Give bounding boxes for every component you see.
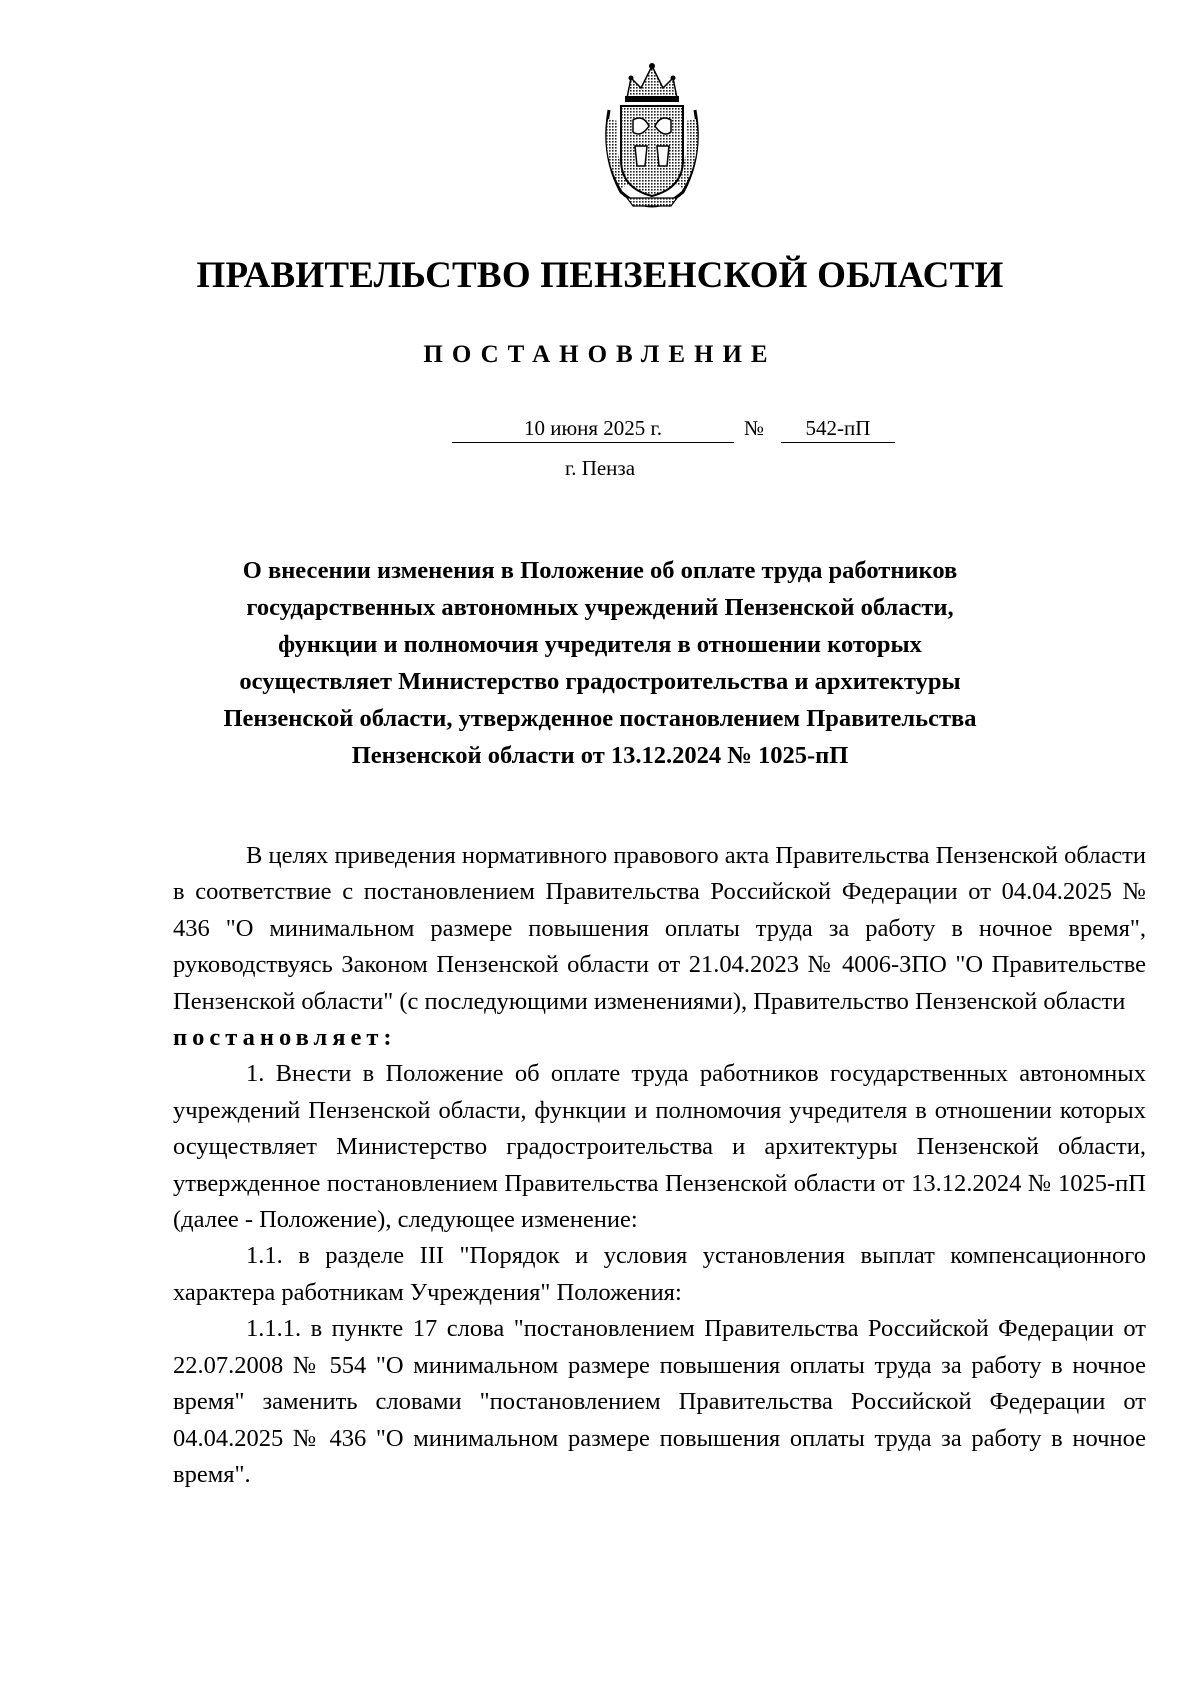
- item-1-1-paragraph: 1.1. в разделе III "Порядок и условия установления выплат компенсационного характера работникам Учреждения" Положения:: [173, 1242, 1146, 1306]
- decree-word: постановляет:: [173, 1024, 397, 1052]
- document-body: [173, 838, 1146, 1493]
- date-number-row: [0, 414, 1200, 446]
- item-1-1-1-paragraph: 1.1.1. в пункте 17 слова "постановлением Правительства Российской Федерации от 22.07.2008 № 554 "О минимальном размере повышения оплаты труда за работу в ночное время" заменить словами "постановлением Правительства Российской Федерации от 04.04.2025 № 436 "О минимальном размере повышения оплаты труда за работу в ночное время".: [173, 1315, 1146, 1488]
- document-subject: О внесении изменения в Положение об оплате труда работников государственных автономных учреждений Пензенской области, функции и полномочия учредителя в отношении которых осуществляет Министерство градостроительства и архитектуры Пензенской области, утвержденное постановлением Правительства Пензенской области от 13.12.2024 № 1025-пП: [223, 557, 977, 769]
- document-date: 10 июня 2025 г.: [452, 414, 734, 443]
- document-number: 542-пП: [781, 414, 895, 443]
- preamble-paragraph: В целях приведения нормативного правового акта Правительства Пензенской области в соответствие с постановлением Правительства Российской Федерации от 04.04.2025 № 436 "О минимальном размере повышения оплаты труда за работу в ночное время", руководствуясь Законом Пензенской области от 21.04.2023 № 4006-ЗПО "О Правительстве Пензенской области" (с последующими изменениями), Правительство Пензенской области: [173, 842, 1146, 1015]
- city: г. Пенза: [564, 456, 636, 480]
- government-title: ПРАВИТЕЛЬСТВО ПЕНЗЕНСКОЙ ОБЛАСТИ: [196, 255, 1004, 296]
- item-1-paragraph: 1. Внести в Положение об оплате труда работников государственных автономных учреждений Пензенской области, функции и полномочия учредителя в отношении которых осуществляет Министерство градостроительства и архитектуры Пензенской области, утвержденное постановлением Правительства Пензенской области от 13.12.2024 № 1025-пП (далее - Положение), следующее изменение:: [173, 1060, 1146, 1234]
- penza-coat-of-arms-icon: [597, 60, 707, 210]
- document-type: ПОСТАНОВЛЕНИЕ: [423, 341, 777, 368]
- number-sign: №: [744, 416, 765, 440]
